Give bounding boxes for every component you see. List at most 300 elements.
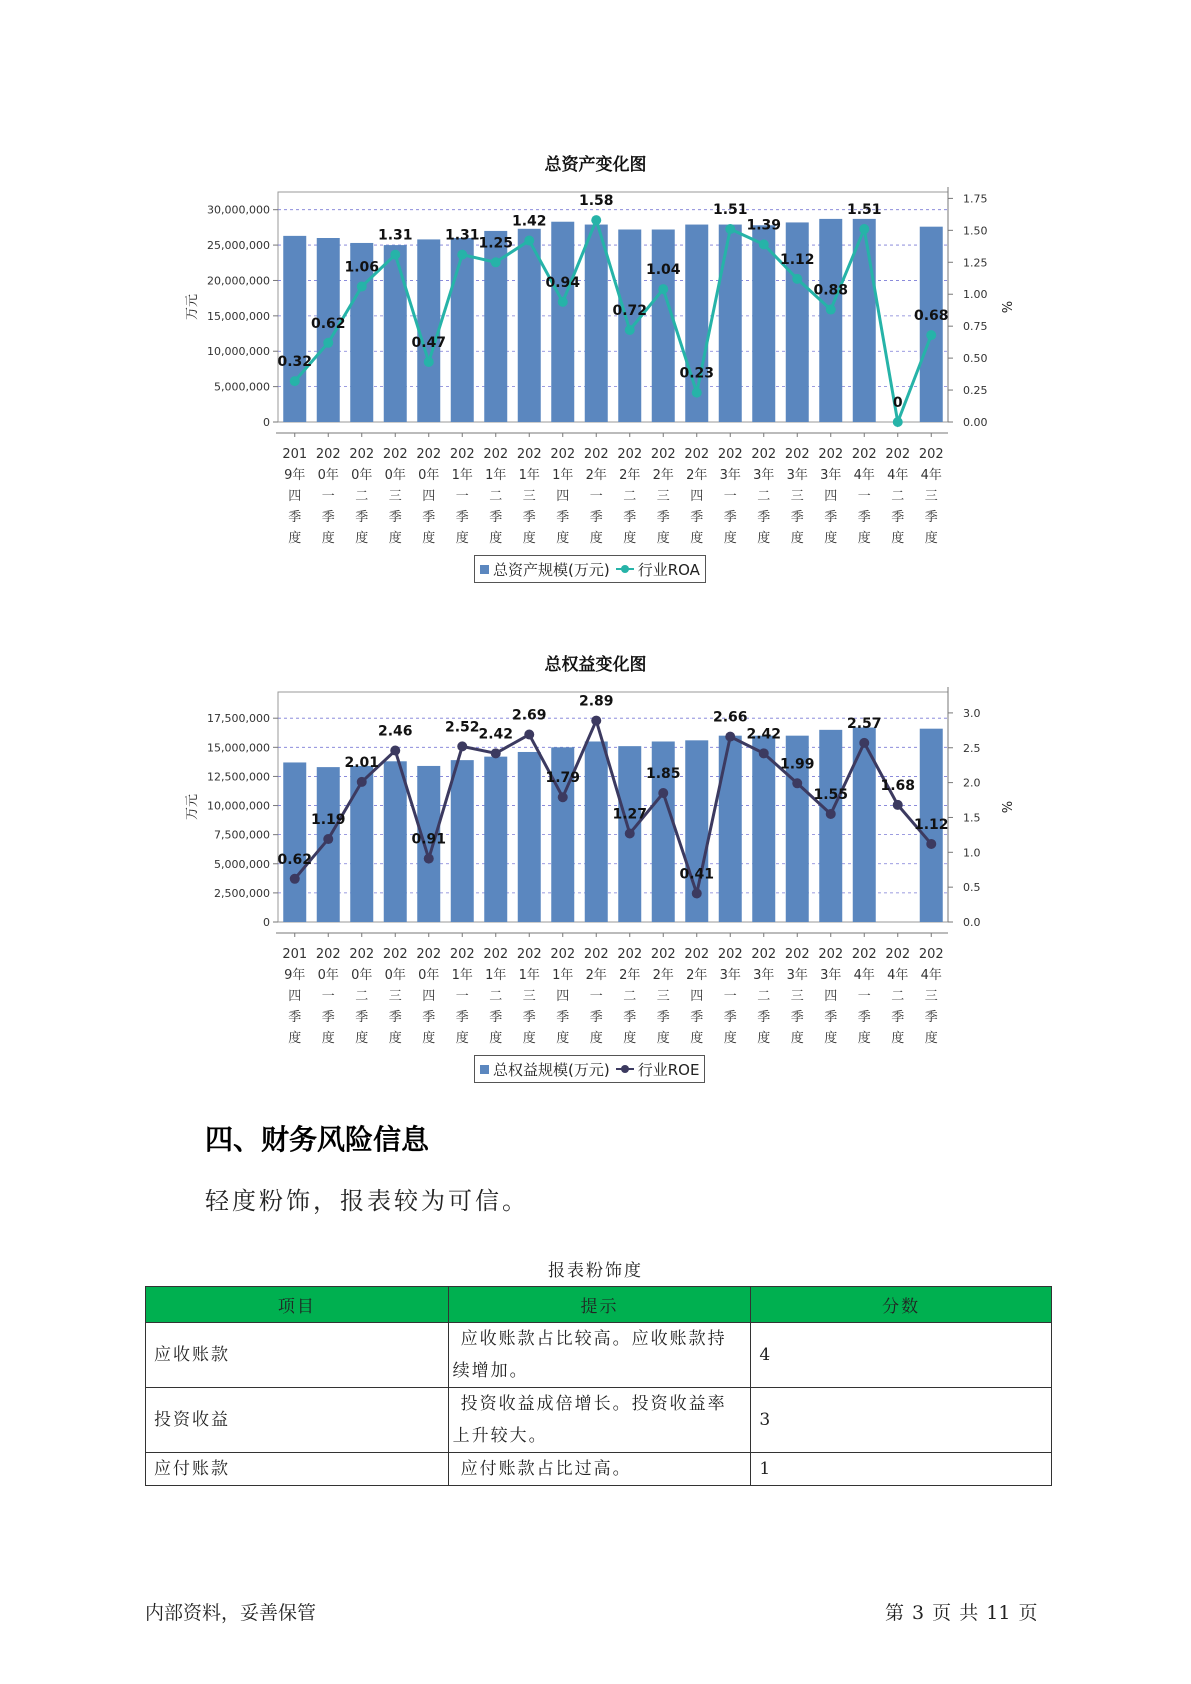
y2-tick-label: 1.5 bbox=[963, 811, 981, 825]
line-point bbox=[893, 800, 903, 810]
data-label: 0.41 bbox=[679, 866, 715, 883]
x-tick-label: 202 bbox=[717, 947, 743, 962]
data-label: 1.55 bbox=[813, 786, 849, 803]
x-tick-label: 度 bbox=[556, 1031, 570, 1046]
table-caption: 报表粉饰度 bbox=[548, 1261, 643, 1281]
x-tick-label: 季 bbox=[422, 1010, 436, 1025]
line-point bbox=[491, 257, 501, 267]
data-label: 1.99 bbox=[779, 756, 815, 773]
line-point bbox=[390, 746, 400, 756]
y-tick-label: 7,500,000 bbox=[214, 828, 270, 842]
x-tick-label: 202 bbox=[516, 447, 542, 462]
x-tick-label: 一 bbox=[321, 989, 335, 1004]
cell-hint bbox=[448, 1323, 751, 1388]
x-tick-label: 季 bbox=[723, 1010, 737, 1025]
bar bbox=[819, 730, 842, 922]
x-tick-label: 季 bbox=[388, 1010, 402, 1025]
data-label: 2.46 bbox=[377, 723, 413, 740]
hint-line: 上升较大。 bbox=[452, 1426, 548, 1446]
x-tick-label: 季 bbox=[623, 510, 637, 525]
bar bbox=[484, 757, 507, 922]
y2-tick-label: 1.00 bbox=[963, 288, 988, 302]
data-label: 2.42 bbox=[478, 726, 514, 743]
x-tick-label: 202 bbox=[550, 947, 576, 962]
x-tick-label: 202 bbox=[650, 947, 676, 962]
x-tick-label: 一 bbox=[455, 989, 469, 1004]
data-label: 1.58 bbox=[578, 193, 614, 210]
bar bbox=[551, 222, 574, 422]
hint-line: 应收账款占比较高。应收账款持 bbox=[460, 1329, 727, 1349]
x-tick-label: 度 bbox=[522, 531, 536, 546]
x-tick-label: 季 bbox=[824, 1010, 838, 1025]
legend-line-swatch bbox=[616, 568, 634, 570]
data-label: 1.31 bbox=[444, 227, 480, 244]
line-point bbox=[357, 777, 367, 787]
y-tick-label: 12,500,000 bbox=[207, 770, 270, 784]
x-tick-label: 202 bbox=[918, 447, 944, 462]
cell-score: 4 bbox=[751, 1323, 1052, 1388]
line-point bbox=[725, 732, 735, 742]
x-tick-label: 季 bbox=[355, 510, 369, 525]
x-tick-label: 3年 bbox=[719, 968, 741, 983]
x-tick-label: 三 bbox=[388, 489, 402, 504]
x-tick-label: 三 bbox=[522, 989, 536, 1004]
x-tick-label: 202 bbox=[516, 947, 542, 962]
data-label: 1.12 bbox=[913, 816, 949, 833]
x-tick-label: 1年 bbox=[451, 468, 473, 483]
x-tick-label: 一 bbox=[321, 489, 335, 504]
x-tick-label: 2年 bbox=[686, 468, 708, 483]
x-tick-label: 四 bbox=[824, 989, 838, 1004]
line-point bbox=[591, 716, 601, 726]
x-tick-label: 2年 bbox=[652, 468, 674, 483]
x-tick-label: 2年 bbox=[619, 968, 641, 983]
x-tick-label: 三 bbox=[522, 489, 536, 504]
cell-score: 1 bbox=[751, 1453, 1052, 1486]
cell-score: 3 bbox=[751, 1388, 1052, 1453]
x-tick-label: 0年 bbox=[317, 468, 339, 483]
line-point bbox=[859, 224, 869, 234]
x-tick-label: 度 bbox=[857, 531, 871, 546]
equity-chart-legend bbox=[474, 1055, 705, 1083]
line-point bbox=[457, 250, 467, 260]
x-tick-label: 季 bbox=[891, 1010, 905, 1025]
x-tick-label: 度 bbox=[489, 531, 503, 546]
bar bbox=[350, 766, 373, 922]
data-label: 1.51 bbox=[846, 202, 882, 219]
x-tick-label: 度 bbox=[489, 1031, 503, 1046]
bar bbox=[283, 762, 306, 922]
section-heading: 四、财务风险信息 bbox=[205, 1123, 430, 1156]
line-point bbox=[491, 748, 501, 758]
x-tick-label: 度 bbox=[455, 1031, 469, 1046]
bar bbox=[585, 225, 608, 422]
x-tick-label: 二 bbox=[623, 489, 637, 504]
bar bbox=[719, 225, 742, 422]
table-header-row bbox=[146, 1287, 1052, 1323]
data-label: 0.68 bbox=[913, 308, 949, 325]
x-tick-label: 1年 bbox=[518, 968, 540, 983]
x-tick-label: 二 bbox=[891, 489, 905, 504]
x-tick-label: 202 bbox=[449, 947, 475, 962]
footer-page-number: 第 3 页 共 11 页 bbox=[885, 1602, 1038, 1624]
x-tick-label: 202 bbox=[818, 447, 844, 462]
hint-line: 续增加。 bbox=[452, 1361, 529, 1381]
x-tick-label: 0年 bbox=[384, 968, 406, 983]
x-tick-label: 2年 bbox=[652, 968, 674, 983]
x-tick-label: 季 bbox=[556, 1010, 570, 1025]
legend-bar-swatch bbox=[480, 565, 489, 574]
x-tick-label: 202 bbox=[617, 447, 643, 462]
data-label: 2.01 bbox=[344, 754, 380, 771]
x-tick-label: 1年 bbox=[518, 468, 540, 483]
x-tick-label: 季 bbox=[723, 510, 737, 525]
line-point bbox=[625, 325, 635, 335]
line-point bbox=[558, 792, 568, 802]
x-tick-label: 202 bbox=[315, 947, 341, 962]
x-tick-label: 3年 bbox=[753, 468, 775, 483]
x-tick-label: 202 bbox=[684, 947, 710, 962]
x-tick-label: 度 bbox=[589, 531, 603, 546]
x-tick-label: 2年 bbox=[686, 968, 708, 983]
table-row bbox=[146, 1323, 1052, 1388]
data-label: 0.23 bbox=[679, 365, 715, 382]
x-tick-label: 4年 bbox=[920, 468, 942, 483]
x-tick-label: 一 bbox=[857, 989, 871, 1004]
y-tick-label: 5,000,000 bbox=[214, 857, 270, 871]
data-label: 0.62 bbox=[277, 851, 313, 868]
x-tick-label: 季 bbox=[589, 510, 603, 525]
bar bbox=[451, 760, 474, 922]
x-tick-label: 度 bbox=[857, 1031, 871, 1046]
x-tick-label: 一 bbox=[723, 989, 737, 1004]
line-point bbox=[692, 888, 702, 898]
data-label: 0.62 bbox=[310, 315, 346, 332]
y2-tick-label: 1.75 bbox=[963, 192, 988, 206]
header-score: 分数 bbox=[751, 1287, 1052, 1323]
x-tick-label: 202 bbox=[483, 947, 509, 962]
data-label: 2.57 bbox=[846, 715, 882, 732]
y2-axis-label: % bbox=[998, 800, 1013, 814]
x-tick-label: 202 bbox=[784, 947, 810, 962]
bar bbox=[384, 761, 407, 922]
y2-axis-label: % bbox=[998, 300, 1013, 314]
x-tick-label: 季 bbox=[489, 510, 503, 525]
table-row bbox=[146, 1388, 1052, 1453]
x-tick-label: 度 bbox=[723, 531, 737, 546]
x-tick-label: 4年 bbox=[920, 968, 942, 983]
x-tick-label: 度 bbox=[355, 1031, 369, 1046]
legend-line-label: 行业ROA bbox=[637, 560, 700, 579]
x-tick-label: 一 bbox=[589, 489, 603, 504]
x-tick-label: 度 bbox=[656, 1031, 670, 1046]
x-tick-label: 二 bbox=[623, 989, 637, 1004]
x-tick-label: 度 bbox=[288, 1031, 302, 1046]
data-label: 1.42 bbox=[511, 213, 547, 230]
y2-tick-label: 2.5 bbox=[963, 741, 981, 755]
line-point bbox=[524, 236, 534, 246]
x-tick-label: 四 bbox=[690, 489, 704, 504]
line-point bbox=[290, 376, 300, 386]
asset-chart bbox=[0, 180, 1191, 610]
line-point bbox=[457, 741, 467, 751]
x-tick-label: 度 bbox=[522, 1031, 536, 1046]
x-tick-label: 三 bbox=[790, 989, 804, 1004]
x-tick-label: 3年 bbox=[820, 968, 842, 983]
x-tick-label: 季 bbox=[790, 510, 804, 525]
x-tick-label: 1年 bbox=[552, 468, 574, 483]
line-point bbox=[591, 215, 601, 225]
x-tick-label: 季 bbox=[857, 1010, 871, 1025]
x-tick-label: 202 bbox=[550, 447, 576, 462]
line-point bbox=[759, 748, 769, 758]
x-tick-label: 度 bbox=[824, 531, 838, 546]
y2-tick-label: 0.75 bbox=[963, 320, 988, 334]
x-tick-label: 3年 bbox=[786, 968, 808, 983]
x-tick-label: 度 bbox=[924, 1031, 938, 1046]
y-tick-label: 30,000,000 bbox=[207, 203, 270, 217]
x-tick-label: 202 bbox=[416, 447, 442, 462]
y-axis-label: 万元 bbox=[185, 293, 200, 321]
data-label: 1.68 bbox=[880, 777, 916, 794]
data-label: 0.91 bbox=[411, 831, 447, 848]
x-tick-label: 2年 bbox=[585, 468, 607, 483]
line-point bbox=[390, 250, 400, 260]
line-point bbox=[558, 297, 568, 307]
x-tick-label: 三 bbox=[790, 489, 804, 504]
x-tick-label: 度 bbox=[757, 531, 771, 546]
hint-line: 应付账款占比过高。 bbox=[460, 1459, 632, 1479]
x-tick-label: 季 bbox=[355, 1010, 369, 1025]
x-tick-label: 二 bbox=[891, 989, 905, 1004]
footer-confidential: 内部资料，妥善保管 bbox=[145, 1602, 317, 1624]
x-tick-label: 二 bbox=[489, 989, 503, 1004]
cell-hint bbox=[448, 1453, 751, 1486]
line-point bbox=[658, 284, 668, 294]
x-tick-label: 季 bbox=[623, 1010, 637, 1025]
line-point bbox=[725, 224, 735, 234]
x-tick-label: 4年 bbox=[853, 968, 875, 983]
data-label: 0.72 bbox=[612, 303, 648, 319]
data-label: 0.88 bbox=[813, 282, 849, 299]
line-point bbox=[859, 738, 869, 748]
x-tick-label: 202 bbox=[851, 447, 877, 462]
cell-item: 投资收益 bbox=[146, 1388, 449, 1453]
y2-tick-label: 3.0 bbox=[963, 706, 981, 720]
x-tick-label: 季 bbox=[321, 1010, 335, 1025]
x-tick-label: 季 bbox=[656, 1010, 670, 1025]
x-tick-label: 四 bbox=[690, 989, 704, 1004]
y2-tick-label: 0.00 bbox=[963, 416, 988, 429]
line-point bbox=[792, 274, 802, 284]
x-tick-label: 季 bbox=[321, 510, 335, 525]
bar bbox=[719, 736, 742, 922]
x-tick-label: 四 bbox=[556, 989, 570, 1004]
y2-tick-label: 0.5 bbox=[963, 881, 981, 895]
data-label: 2.69 bbox=[511, 707, 547, 724]
x-tick-label: 四 bbox=[288, 989, 302, 1004]
data-label: 2.89 bbox=[578, 693, 614, 710]
line-point bbox=[424, 357, 434, 367]
y2-tick-label: 2.0 bbox=[963, 776, 981, 790]
y-tick-label: 5,000,000 bbox=[214, 380, 270, 394]
y2-tick-label: 1.0 bbox=[963, 846, 981, 860]
x-tick-label: 度 bbox=[589, 1031, 603, 1046]
x-tick-label: 季 bbox=[589, 1010, 603, 1025]
x-tick-label: 季 bbox=[891, 510, 905, 525]
x-tick-label: 四 bbox=[824, 489, 838, 504]
section-summary: 轻度粉饰，报表较为可信。 bbox=[205, 1187, 529, 1215]
x-tick-label: 四 bbox=[556, 489, 570, 504]
x-tick-label: 0年 bbox=[418, 468, 440, 483]
x-tick-label: 202 bbox=[349, 447, 375, 462]
x-tick-label: 度 bbox=[321, 531, 335, 546]
x-tick-label: 202 bbox=[784, 447, 810, 462]
x-tick-label: 4年 bbox=[887, 468, 909, 483]
line-point bbox=[424, 854, 434, 864]
x-tick-label: 度 bbox=[891, 1031, 905, 1046]
y-tick-label: 0 bbox=[263, 416, 270, 429]
y2-tick-label: 1.50 bbox=[963, 224, 988, 238]
x-tick-label: 0年 bbox=[317, 968, 339, 983]
x-tick-label: 三 bbox=[388, 989, 402, 1004]
y2-tick-label: 0.0 bbox=[963, 916, 981, 929]
x-tick-label: 季 bbox=[757, 1010, 771, 1025]
line-point bbox=[323, 834, 333, 844]
bar bbox=[819, 219, 842, 422]
x-tick-label: 二 bbox=[355, 489, 369, 504]
x-tick-label: 度 bbox=[623, 1031, 637, 1046]
x-tick-label: 3年 bbox=[719, 468, 741, 483]
y-tick-label: 20,000,000 bbox=[207, 274, 270, 288]
x-tick-label: 季 bbox=[288, 510, 302, 525]
data-label: 1.25 bbox=[478, 235, 514, 252]
x-tick-label: 二 bbox=[489, 489, 503, 504]
x-tick-label: 202 bbox=[885, 447, 911, 462]
line-point bbox=[826, 305, 836, 315]
x-tick-label: 季 bbox=[656, 510, 670, 525]
data-label: 0.94 bbox=[545, 274, 581, 291]
line-point bbox=[926, 330, 936, 340]
x-tick-label: 1年 bbox=[485, 468, 507, 483]
line-point bbox=[357, 282, 367, 292]
line-point bbox=[625, 828, 635, 838]
bar bbox=[585, 741, 608, 922]
x-tick-label: 季 bbox=[690, 1010, 704, 1025]
y2-tick-label: 1.25 bbox=[963, 256, 988, 270]
legend-line-swatch bbox=[616, 1068, 634, 1070]
x-tick-label: 季 bbox=[690, 510, 704, 525]
x-tick-label: 季 bbox=[522, 510, 536, 525]
x-tick-label: 季 bbox=[924, 1010, 938, 1025]
x-tick-label: 二 bbox=[757, 489, 771, 504]
x-tick-label: 四 bbox=[288, 489, 302, 504]
x-tick-label: 季 bbox=[824, 510, 838, 525]
data-label: 1.27 bbox=[612, 806, 648, 823]
data-label: 0.32 bbox=[277, 354, 313, 371]
cell-hint bbox=[448, 1388, 751, 1453]
x-tick-label: 度 bbox=[723, 1031, 737, 1046]
line-point bbox=[759, 239, 769, 249]
line-point bbox=[926, 839, 936, 849]
x-tick-label: 四 bbox=[422, 989, 436, 1004]
legend-bar-label: 总权益规模(万元) bbox=[493, 1060, 610, 1079]
x-tick-label: 202 bbox=[583, 947, 609, 962]
y2-tick-label: 0.25 bbox=[963, 384, 988, 398]
x-tick-label: 202 bbox=[349, 947, 375, 962]
x-tick-label: 1年 bbox=[485, 968, 507, 983]
x-tick-label: 202 bbox=[918, 947, 944, 962]
header-hint: 提示 bbox=[448, 1287, 751, 1323]
x-tick-label: 三 bbox=[924, 489, 938, 504]
data-label: 0 bbox=[892, 395, 903, 411]
data-label: 2.66 bbox=[712, 709, 748, 726]
x-tick-label: 2年 bbox=[585, 968, 607, 983]
x-tick-label: 202 bbox=[751, 447, 777, 462]
x-tick-label: 度 bbox=[321, 1031, 335, 1046]
x-tick-label: 季 bbox=[757, 510, 771, 525]
bar bbox=[317, 767, 340, 922]
data-label: 2.52 bbox=[444, 719, 480, 736]
x-tick-label: 季 bbox=[422, 510, 436, 525]
x-tick-label: 一 bbox=[455, 489, 469, 504]
data-label: 1.79 bbox=[545, 770, 581, 787]
legend-bar-swatch bbox=[480, 1065, 489, 1074]
y2-tick-label: 0.50 bbox=[963, 352, 988, 366]
asset-chart-legend bbox=[474, 555, 706, 583]
data-label: 1.12 bbox=[779, 251, 815, 268]
bar bbox=[283, 236, 306, 422]
x-tick-label: 0年 bbox=[418, 968, 440, 983]
x-tick-label: 三 bbox=[656, 989, 670, 1004]
y-tick-label: 17,500,000 bbox=[207, 712, 270, 726]
x-tick-label: 9年 bbox=[284, 968, 306, 983]
bar bbox=[518, 752, 541, 922]
x-tick-label: 4年 bbox=[853, 468, 875, 483]
x-tick-label: 3年 bbox=[820, 468, 842, 483]
x-tick-label: 201 bbox=[282, 447, 308, 462]
x-tick-label: 二 bbox=[355, 989, 369, 1004]
x-tick-label: 度 bbox=[757, 1031, 771, 1046]
x-tick-label: 9年 bbox=[284, 468, 306, 483]
bar bbox=[752, 736, 775, 922]
cell-item: 应付账款 bbox=[146, 1453, 449, 1486]
x-tick-label: 1年 bbox=[552, 968, 574, 983]
equity-chart-title: 总权益变化图 bbox=[544, 655, 647, 675]
x-tick-label: 202 bbox=[818, 947, 844, 962]
line-point bbox=[290, 874, 300, 884]
data-label: 2.42 bbox=[746, 726, 782, 743]
x-tick-label: 202 bbox=[717, 447, 743, 462]
x-tick-label: 二 bbox=[757, 989, 771, 1004]
y-tick-label: 0 bbox=[263, 916, 270, 929]
x-tick-label: 度 bbox=[388, 531, 402, 546]
line-point bbox=[893, 417, 903, 427]
table-row bbox=[146, 1453, 1052, 1486]
data-label: 1.19 bbox=[310, 812, 346, 829]
x-tick-label: 季 bbox=[489, 1010, 503, 1025]
x-tick-label: 季 bbox=[455, 1010, 469, 1025]
x-tick-label: 0年 bbox=[384, 468, 406, 483]
x-tick-label: 度 bbox=[690, 1031, 704, 1046]
y-tick-label: 10,000,000 bbox=[207, 345, 270, 359]
legend-bar-label: 总资产规模(万元) bbox=[493, 560, 610, 579]
line-point bbox=[692, 388, 702, 398]
x-tick-label: 度 bbox=[355, 531, 369, 546]
x-tick-label: 度 bbox=[690, 531, 704, 546]
x-tick-label: 202 bbox=[483, 447, 509, 462]
data-label: 1.06 bbox=[344, 259, 380, 276]
